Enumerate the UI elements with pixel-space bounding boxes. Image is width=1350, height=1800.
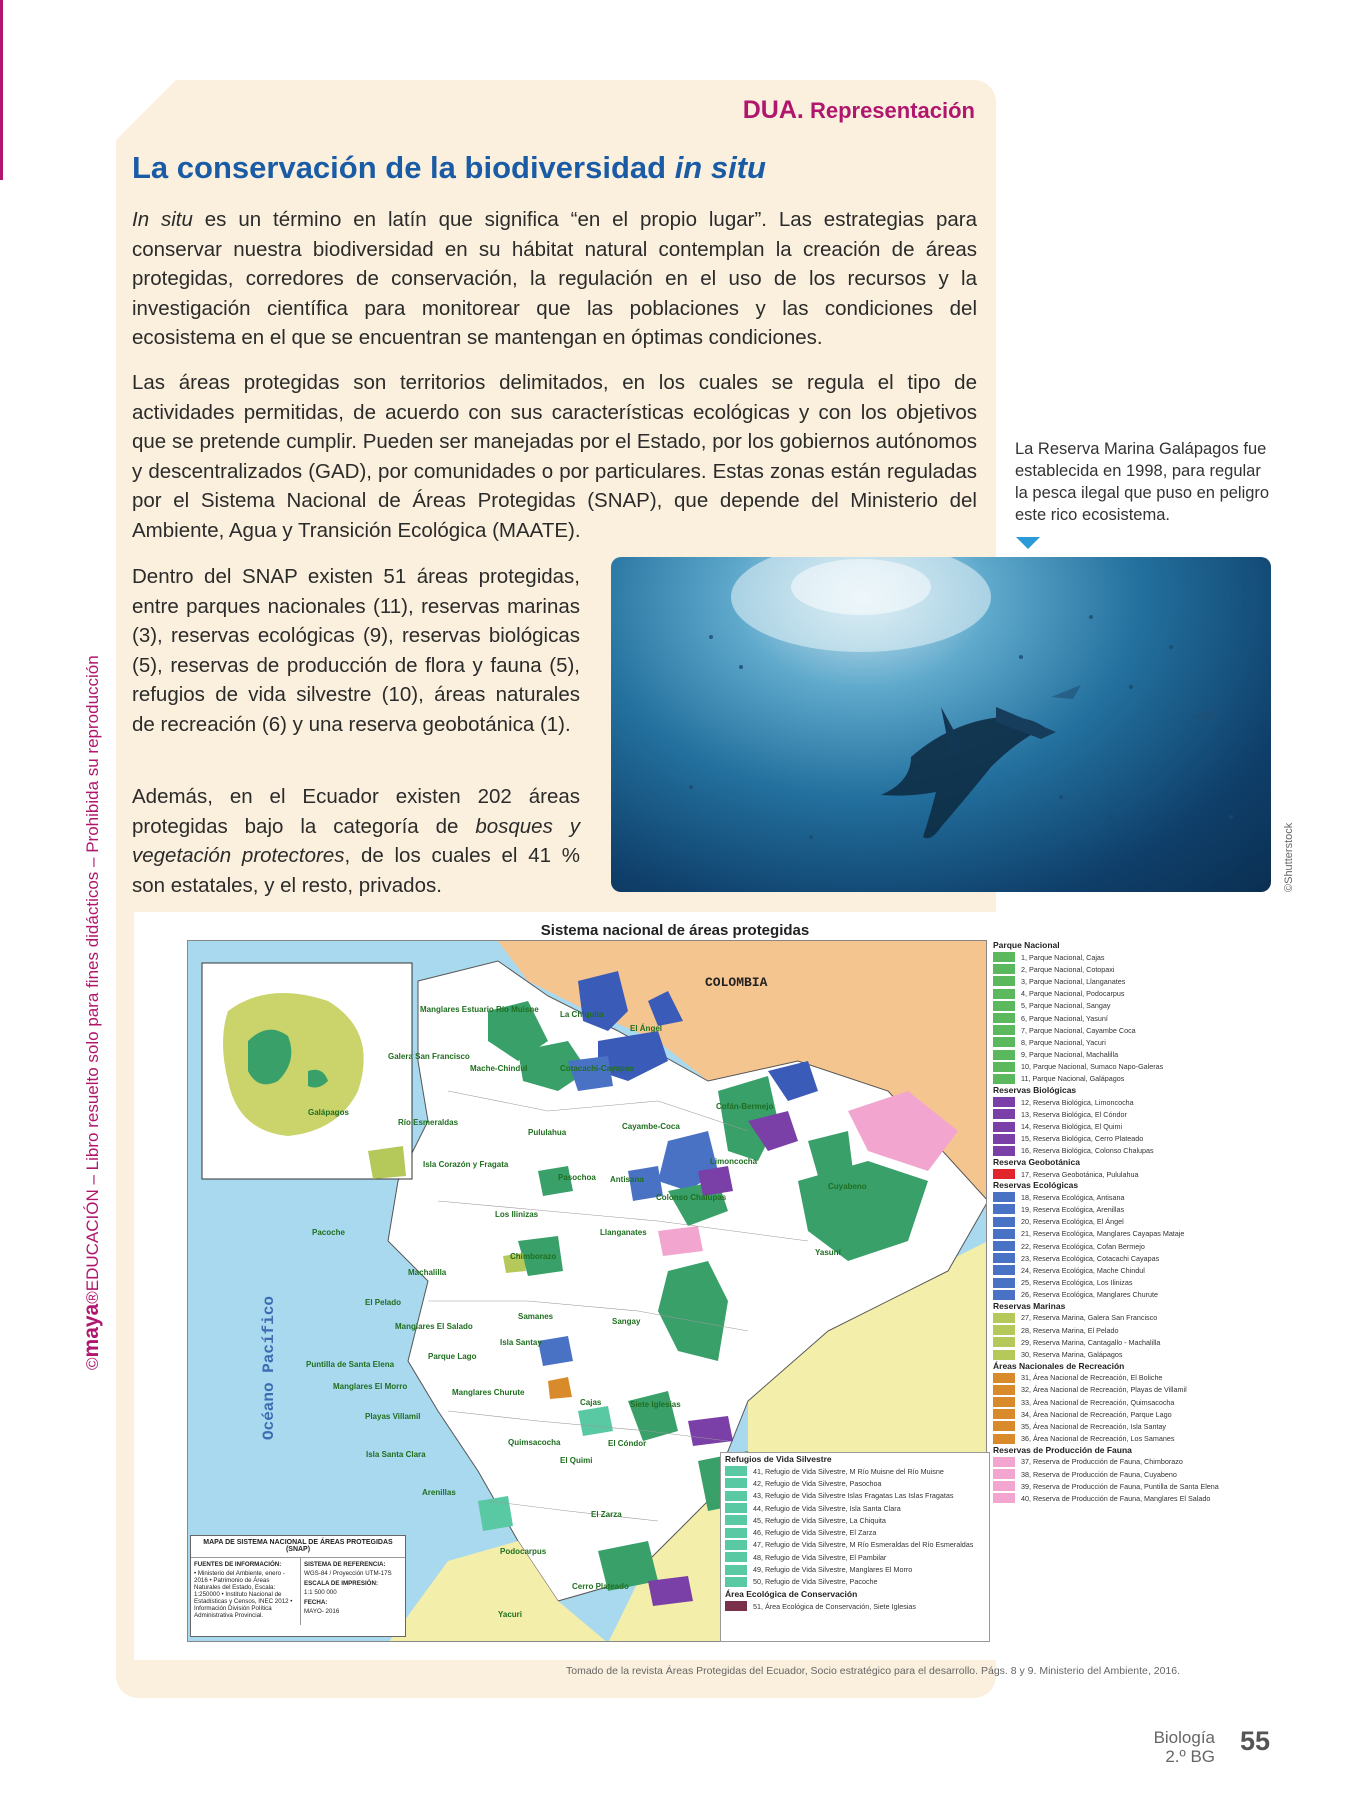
map-label: Chimborazo — [510, 1252, 557, 1261]
map-label: El Ángel — [630, 1024, 663, 1033]
legend-item — [993, 1372, 1238, 1384]
legend-item — [721, 1563, 989, 1575]
map-label: Yasuní — [815, 1248, 841, 1257]
map-label: El Zarza — [591, 1510, 622, 1519]
section-tag-subtitle: Representación — [803, 98, 975, 123]
legend-swatch — [993, 1457, 1015, 1467]
legend-item-label: 9, Parque Nacional, Machalilla — [1021, 1050, 1119, 1060]
legend-item — [721, 1526, 989, 1538]
shark-illustration — [611, 557, 1271, 892]
section-tag — [743, 96, 975, 125]
legend-item-label: 17, Reserva Geobotánica, Pululahua — [1021, 1169, 1139, 1179]
legend-item — [993, 1456, 1238, 1468]
caption-arrow-icon — [1016, 537, 1040, 549]
legend-item — [721, 1514, 989, 1526]
legend-swatch — [993, 1493, 1015, 1503]
legend-swatch — [993, 1134, 1015, 1144]
legend-item — [993, 1191, 1238, 1203]
photo-caption: La Reserva Marina Galápagos fue establecida en 1998, para regular la pesca ilegal que puso en peligro este rico ecosistema. — [1015, 440, 1270, 524]
legend-item-label: 18, Reserva Ecológica, Antisana — [1021, 1192, 1125, 1202]
legend-item-label: 29, Reserva Marina, Cantagallo - Machalilla — [1021, 1337, 1161, 1347]
legend-item — [993, 951, 1238, 963]
legend-swatch — [993, 1313, 1015, 1323]
legend-item-label: 47, Refugio de Vida Silvestre, M Río Esmeraldas del Río Esmeraldas — [753, 1540, 974, 1550]
map-label: Cofán-Bermejo — [716, 1102, 774, 1111]
legend-item-label: 7, Parque Nacional, Cayambe Coca — [1021, 1025, 1136, 1035]
legend-item — [993, 1468, 1238, 1480]
legend-item-label: 27, Reserva Marina, Galera San Francisco — [1021, 1313, 1158, 1323]
map-label: Arenillas — [422, 1488, 456, 1497]
legend-item-label: 22, Reserva Ecológica, Cofan Bermejo — [1021, 1241, 1145, 1251]
legend-item-label: 21, Reserva Ecológica, Manglares Cayapas Mataje — [1021, 1229, 1185, 1239]
paragraph-snap-counts: Dentro del SNAP existen 51 áreas protegidas, entre parques nacionales (11), reservas marinas (3), reservas ecológicas (9), reservas biológicas (5), reservas de producción de flora y fauna (5), refugios de vida silvestre (10), áreas naturales de recreación (6) y una reserva geobotánica (1). — [132, 565, 580, 736]
map-label: Pasochoa — [558, 1173, 596, 1182]
map-label: Cayambe-Coca — [622, 1122, 680, 1131]
info-scale-label: ESCALA DE IMPRESIÓN: — [304, 1580, 379, 1587]
legend-swatch — [993, 1097, 1015, 1107]
legend-item — [993, 1203, 1238, 1215]
legend-swatch — [993, 1050, 1015, 1060]
legend-item-label: 6, Parque Nacional, Yasuní — [1021, 1013, 1108, 1023]
legend-group-title: Áreas Nacionales de Recreación — [993, 1360, 1125, 1371]
legend-swatch — [993, 1385, 1015, 1395]
map-label: Limoncocha — [710, 1157, 758, 1166]
legend-item — [993, 1277, 1238, 1289]
legend-swatch — [725, 1466, 747, 1476]
legend-item-label: 8, Parque Nacional, Yacuri — [1021, 1037, 1106, 1047]
map-label: Isla Santa Clara — [366, 1450, 426, 1459]
page-title — [132, 150, 766, 186]
legend-item — [993, 1240, 1238, 1252]
legend-swatch — [993, 1481, 1015, 1491]
legend-item — [993, 1408, 1238, 1420]
page-number: 55 — [1240, 1726, 1271, 1756]
legend-item-label: 10, Parque Nacional, Sumaco Napo-Galeras — [1021, 1062, 1164, 1072]
legend-swatch — [725, 1528, 747, 1538]
legend-swatch — [993, 1469, 1015, 1479]
map-label: El Pelado — [365, 1298, 402, 1307]
hammerhead-shark-photo — [611, 557, 1271, 892]
info-box-title: MAPA DE SISTEMA NACIONAL DE ÁREAS PROTEGIDAS (SNAP) — [191, 1536, 405, 1558]
map-label: Río Esmeraldas — [398, 1118, 459, 1127]
legend-swatch — [725, 1478, 747, 1488]
legend-item — [721, 1539, 989, 1551]
map-label: Colonso Chalupas — [656, 1193, 727, 1202]
legend-item — [993, 1480, 1238, 1492]
map-label: Pululahua — [528, 1128, 567, 1137]
legend-swatch — [993, 1337, 1015, 1347]
legend-item-label: 49, Refugio de Vida Silvestre, Manglares El Morro — [753, 1565, 913, 1575]
legend-swatch — [993, 1350, 1015, 1360]
card-corner-cut — [116, 80, 176, 140]
legend-swatch — [993, 1109, 1015, 1119]
intro-italic-term: In situ — [132, 208, 193, 231]
legend-item — [721, 1502, 989, 1514]
legend-item — [993, 1133, 1238, 1145]
legend-item-label: 51, Área Ecológica de Conservación, Siete Iglesias — [753, 1601, 917, 1611]
map-label: Manglares El Morro — [333, 1382, 408, 1391]
legend-item-label: 41, Refugio de Vida Silvestre, M Río Muisne del Río Muisne — [753, 1466, 944, 1476]
legend-item-label: 50, Refugio de Vida Silvestre, Pacoche — [753, 1577, 878, 1587]
legend-item-label: 34, Área Nacional de Recreación, Parque Lago — [1021, 1409, 1172, 1419]
legend-item — [993, 1073, 1238, 1085]
legend-item-label: 43, Refugio de Vida Silvestre Islas Fragatas Las Islas Fragatas — [753, 1491, 954, 1501]
legend-swatch — [993, 1122, 1015, 1132]
map-label: Manglares Estuario Río Muisne — [420, 1005, 539, 1014]
legend-group-title: Reservas Ecológicas — [993, 1180, 1079, 1191]
map-label: Playas Villamil — [365, 1412, 421, 1421]
map-label: Cuyabeno — [828, 1182, 867, 1191]
legend-swatch — [993, 964, 1015, 974]
map-label: Sangay — [612, 1317, 641, 1326]
legend-swatch — [993, 1074, 1015, 1084]
source-note: Tomado de la revista Áreas Protegidas del Ecuador, Socio estratégico para el desarrollo. Págs. 8 y 9. Ministerio del Ambiente, 2016. — [566, 1665, 1181, 1677]
title-italic: in situ — [674, 150, 766, 185]
legend-item — [993, 963, 1238, 975]
margin-accent-bar — [0, 0, 3, 180]
map-label: Cotacachi-Cayapas — [560, 1064, 634, 1073]
info-sources-text: • Ministerio del Ambiente, enero - 2016 • Patrimonio de Áreas Naturales del Estado, Escala: 1:250000 • Instituto Nacional de Estadísticas y Censos, INEC 2012 • Información División Política Administrativa Provincial. — [194, 1570, 293, 1619]
legend-item — [993, 1264, 1238, 1276]
map-label: Puntilla de Santa Elena — [306, 1360, 395, 1369]
legend-item — [721, 1490, 989, 1502]
legend-swatch — [725, 1503, 747, 1513]
legend-item-label: 2, Parque Nacional, Cotopaxi — [1021, 964, 1115, 974]
legend-swatch — [993, 1025, 1015, 1035]
copyright-side-note — [78, 470, 106, 1370]
legend-group-title: Reservas Biológicas — [993, 1085, 1077, 1096]
map-label: Manglares Churute — [452, 1388, 525, 1397]
title-main: La conservación de la biodiversidad — [132, 150, 675, 185]
forests-text-b: , de los cuales el 41 % son estatales, y el resto, privados. — [132, 844, 581, 897]
legend-item — [721, 1576, 989, 1588]
section-tag-label: DUA. — [742, 96, 804, 124]
map-label: Isla Corazón y Fragata — [423, 1160, 509, 1169]
ocean-label: Océano Pacífico — [260, 1295, 278, 1440]
legend-swatch — [725, 1565, 747, 1575]
legend-swatch — [993, 952, 1015, 962]
legend-swatch — [725, 1491, 747, 1501]
legend-swatch — [993, 1001, 1015, 1011]
map-label: Mache-Chindul — [470, 1064, 528, 1073]
legend-item-label: 42, Refugio de Vida Silvestre, Pasochoa — [753, 1478, 882, 1488]
legend-swatch — [993, 1278, 1015, 1288]
legend-item-label: 38, Reserva de Producción de Fauna, Cuyabeno — [1021, 1469, 1177, 1479]
legend-item — [993, 1433, 1238, 1445]
forests-italic: bosques y vegetación protectores — [132, 814, 581, 867]
legend-swatch — [993, 1192, 1015, 1202]
map-label: Manglares El Salado — [395, 1322, 473, 1331]
legend-swatch — [993, 1037, 1015, 1047]
legend-item-label: 4, Parque Nacional, Podocarpus — [1021, 989, 1125, 999]
refugios-legend — [720, 1452, 990, 1642]
legend-item-label: 45, Refugio de Vida Silvestre, La Chiquita — [753, 1515, 886, 1525]
legend-group-title: Área Ecológica de Conservación — [725, 1588, 858, 1599]
legend-swatch — [725, 1515, 747, 1525]
legend-item-label: 23, Reserva Ecológica, Cotacachi Cayapas — [1021, 1253, 1160, 1263]
info-date-label: FECHA: — [304, 1599, 328, 1606]
legend-swatch — [993, 1265, 1015, 1275]
legend-item-label: 3, Parque Nacional, Llanganates — [1021, 976, 1126, 986]
legend-swatch — [725, 1540, 747, 1550]
legend-item — [993, 1108, 1238, 1120]
legend-item — [993, 1145, 1238, 1157]
forests-text-a: Además, en el Ecuador existen 202 áreas protegidas bajo la categoría de — [132, 785, 580, 838]
legend-item — [993, 1036, 1238, 1048]
map-label: Podocarpus — [500, 1547, 547, 1556]
brand-logo: maya — [80, 1303, 103, 1358]
legend-swatch — [993, 1241, 1015, 1251]
photo-credit: ©Shutterstock — [1283, 822, 1295, 892]
legend-swatch — [993, 1421, 1015, 1431]
copyright-text: ®EDUCACIÓN – Libro resuelto solo para fines didácticos – Prohibida su reproducción — [83, 655, 102, 1304]
legend-item-label: 11, Parque Nacional, Galápagos — [1021, 1074, 1125, 1084]
legend-swatch — [725, 1552, 747, 1562]
legend-swatch — [993, 1146, 1015, 1156]
legend-item — [993, 1024, 1238, 1036]
legend-item-label: 33, Área Nacional de Recreación, Quimsacocha — [1021, 1397, 1175, 1407]
legend-item — [993, 1420, 1238, 1432]
legend-item-label: 35, Área Nacional de Recreación, Isla Santay — [1021, 1421, 1167, 1431]
info-sources-label: FUENTES DE INFORMACIÓN: — [194, 1561, 282, 1568]
legend-swatch — [993, 1229, 1015, 1239]
legend-item-label: 32, Área Nacional de Recreación, Playas de Villamil — [1021, 1385, 1187, 1395]
legend-item-label: 15, Reserva Biológica, Cerro Plateado — [1021, 1134, 1144, 1144]
map-label: Antisana — [610, 1175, 644, 1184]
legend-item — [993, 1049, 1238, 1061]
legend-swatch — [993, 1325, 1015, 1335]
map-legend — [993, 940, 1238, 1640]
legend-swatch — [993, 1169, 1015, 1179]
legend-item — [993, 1096, 1238, 1108]
map-label: Cerro Plateado — [572, 1582, 629, 1591]
info-ref-text: WGS-84 / Proyección UTM-17S — [304, 1570, 392, 1577]
legend-item — [721, 1551, 989, 1563]
map-info-box — [190, 1535, 406, 1637]
map-label: Samanes — [518, 1312, 554, 1321]
info-scale-text: 1:1 500 000 — [304, 1589, 337, 1596]
paragraph-forests — [132, 782, 580, 900]
legend-group-title: Reserva Geobotánica — [993, 1157, 1080, 1167]
legend-swatch — [993, 1434, 1015, 1444]
map-label: Siete Iglesias — [630, 1400, 681, 1409]
map-label: Galera San Francisco — [388, 1052, 470, 1061]
legend-item — [993, 1384, 1238, 1396]
legend-item — [993, 1120, 1238, 1132]
grade-label: 2.º BG — [1165, 1747, 1215, 1766]
legend-group-title: Refugios de Vida Silvestre — [725, 1454, 832, 1464]
legend-item-label: 5, Parque Nacional, Sangay — [1021, 1001, 1111, 1011]
legend-item — [721, 1465, 989, 1477]
legend-item-label: 12, Reserva Biológica, Limoncocha — [1021, 1097, 1134, 1107]
legend-swatch — [993, 1409, 1015, 1419]
legend-swatch — [993, 976, 1015, 986]
legend-item-label: 28, Reserva Marina, El Pelado — [1021, 1325, 1119, 1335]
map-title: Sistema nacional de áreas protegidas — [540, 922, 810, 939]
map-label: Llanganates — [600, 1228, 647, 1237]
legend-item — [993, 975, 1238, 987]
map-label: Pacoche — [312, 1228, 345, 1237]
legend-item-label: 1, Parque Nacional, Cajas — [1021, 952, 1105, 962]
legend-item — [721, 1600, 989, 1612]
legend-swatch — [993, 1204, 1015, 1214]
map-label: El Cóndor — [608, 1439, 647, 1448]
map-label: Los Ilinizas — [495, 1210, 539, 1219]
legend-group-title: Reservas Marinas — [993, 1300, 1066, 1311]
legend-item-label: 24, Reserva Ecológica, Mache Chindul — [1021, 1265, 1145, 1275]
map-label: Machalilla — [408, 1268, 447, 1277]
info-ref-label: SISTEMA DE REFERENCIA: — [304, 1561, 386, 1568]
legend-item-label: 30, Reserva Marina, Galápagos — [1021, 1350, 1123, 1360]
legend-item-label: 48, Refugio de Vida Silvestre, El Pambilar — [753, 1552, 887, 1562]
footer-subject — [1140, 1728, 1215, 1766]
paragraph-protected-areas: Las áreas protegidas son territorios delimitados, en los cuales se regula el tipo de actividades permitidas, de acuerdo con sus características ecológicas y con los objetivos que se pretende cumplir. Pueden ser manejadas por el Estado, por los gobiernos autónomos y descentralizados (GAD), por comunidades o por particulares. Estas zonas están reguladas por el Sistema Nacional de Áreas Protegidas (SNAP), que depende del Ministerio del Ambiente, Agua y Transición Ecológica (MAATE). — [132, 371, 977, 542]
legend-item-label: 26, Reserva Ecológica, Manglares Churute — [1021, 1290, 1159, 1300]
info-date-text: MAYO- 2016 — [304, 1608, 340, 1615]
legend-item — [993, 1228, 1238, 1240]
legend-swatch — [993, 1373, 1015, 1383]
legend-item-label: 31, Área Nacional de Recreación, El Boliche — [1021, 1373, 1163, 1383]
country-label-colombia: COLOMBIA — [705, 975, 768, 990]
copyright-symbol: © — [83, 1357, 102, 1370]
legend-item-label: 40, Reserva de Producción de Fauna, Manglares El Salado — [1021, 1493, 1211, 1503]
legend-item-label: 16, Reserva Biológica, Colonso Chalupas — [1021, 1146, 1154, 1156]
legend-swatch — [725, 1577, 747, 1587]
map-label: Quimsacocha — [508, 1438, 561, 1447]
legend-item-label: 19, Reserva Ecológica, Arenillas — [1021, 1204, 1125, 1214]
legend-group-title: Reservas de Producción de Fauna — [993, 1444, 1132, 1455]
legend-swatch — [993, 989, 1015, 999]
legend-item — [993, 1168, 1238, 1180]
legend-item-label: 37, Reserva de Producción de Fauna, Chimborazo — [1021, 1457, 1183, 1467]
subject-name: Biología — [1153, 1728, 1215, 1747]
legend-swatch — [993, 1013, 1015, 1023]
legend-item — [993, 1348, 1238, 1360]
map-label: Yacuri — [498, 1610, 523, 1619]
legend-item-label: 44, Refugio de Vida Silvestre, Isla Santa Clara — [753, 1503, 901, 1513]
legend-item — [993, 1396, 1238, 1408]
legend-item — [993, 1289, 1238, 1301]
legend-item-label: 39, Reserva de Producción de Fauna, Puntilla de Santa Elena — [1021, 1481, 1219, 1491]
legend-item-label: 20, Reserva Ecológica, El Ángel — [1021, 1217, 1124, 1227]
map-label: Isla Santay — [500, 1338, 542, 1347]
legend-swatch — [725, 1601, 747, 1611]
legend-item-label: 36, Área Nacional de Recreación, Los Samanes — [1021, 1434, 1175, 1444]
legend-item-label: 14, Reserva Biológica, El Quimi — [1021, 1122, 1123, 1132]
legend-item — [993, 1336, 1238, 1348]
legend-item — [993, 1492, 1238, 1504]
legend-item-label: 25, Reserva Ecológica, Los Ilinizas — [1021, 1278, 1133, 1288]
legend-item-label: 46, Refugio de Vida Silvestre, El Zarza — [753, 1528, 877, 1538]
legend-item — [993, 1312, 1238, 1324]
legend-group-title: Parque Nacional — [993, 940, 1060, 950]
intro-text: es un término en latín que significa “en el propio lugar”. Las estrategias para conservar nuestra biodiversidad en su hábitat natural contemplan la creación de áreas protegidas, corredores de conservación, la regulación en el uso de los recursos y la investigación científica para monitorear que las poblaciones y las condiciones del ecosistema en el que se encuentran se mantengan en óptimas condiciones. — [132, 208, 977, 349]
legend-item — [993, 1012, 1238, 1024]
map-label: El Quimi — [560, 1456, 593, 1465]
legend-item — [993, 988, 1238, 1000]
legend-item — [993, 1252, 1238, 1264]
legend-swatch — [993, 1062, 1015, 1072]
paragraph-intro — [132, 205, 977, 353]
legend-item — [993, 1000, 1238, 1012]
map-label: Cajas — [580, 1398, 602, 1407]
legend-swatch — [993, 1253, 1015, 1263]
legend-item — [993, 1061, 1238, 1073]
legend-swatch — [993, 1397, 1015, 1407]
map-label: Galápagos — [308, 1108, 349, 1117]
map-label: Parque Lago — [428, 1352, 477, 1361]
legend-swatch — [993, 1217, 1015, 1227]
legend-item-label: 13, Reserva Biológica, El Cóndor — [1021, 1109, 1127, 1119]
legend-item — [993, 1216, 1238, 1228]
map-label: La Chiquita — [560, 1010, 604, 1019]
legend-item — [721, 1477, 989, 1489]
legend-item — [993, 1324, 1238, 1336]
legend-swatch — [993, 1290, 1015, 1300]
